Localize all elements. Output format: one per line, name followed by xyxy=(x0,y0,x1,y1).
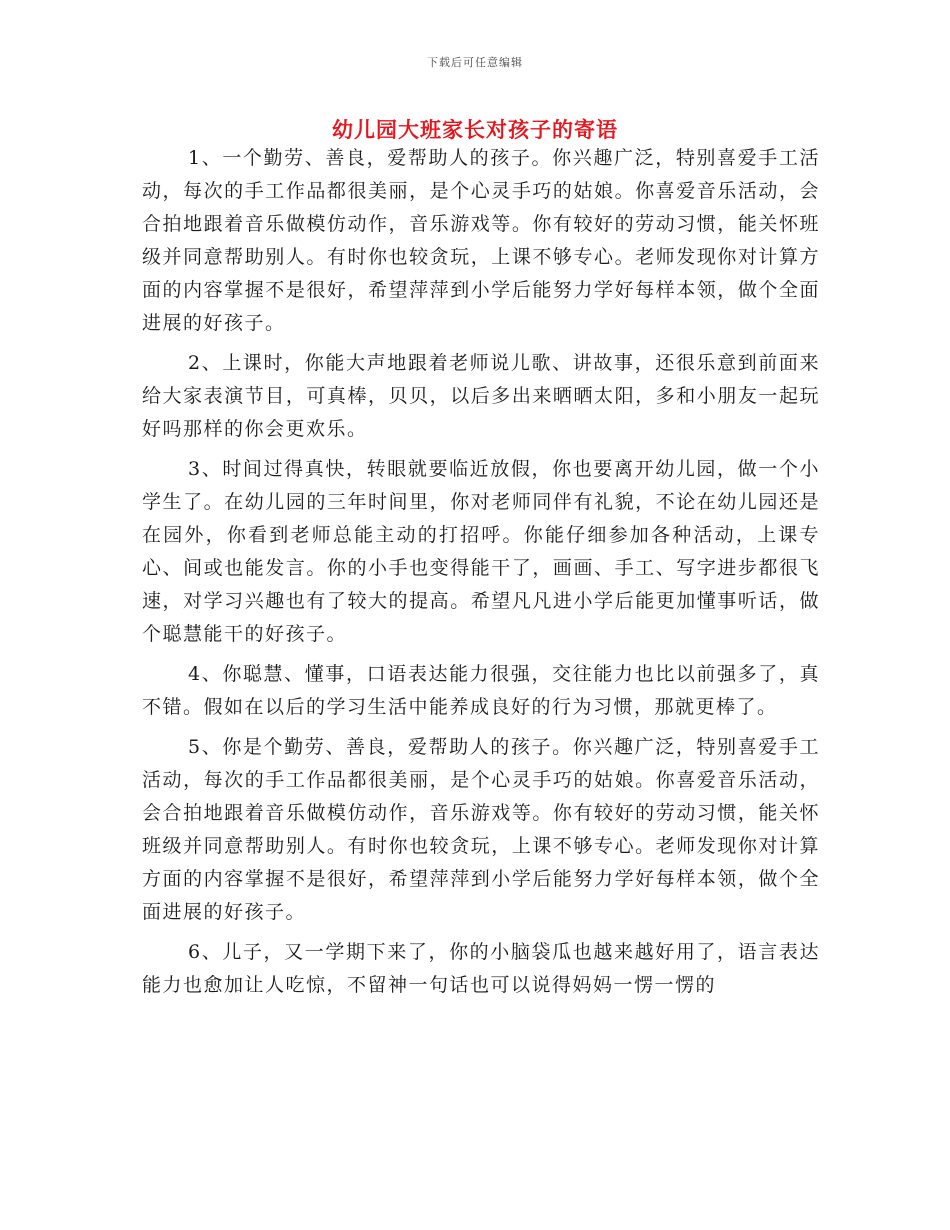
paragraph-2: 2、上课时，你能大声地跟着老师说儿歌、讲故事，还很乐意到前面来给大家表演节目，可真棒，贝贝，以后多出来晒晒太阳，多和小朋友一起玩好吗那样的你会更欢乐。 xyxy=(142,352,820,440)
paragraph-1: 1、一个勤劳、善良，爱帮助人的孩子。你兴趣广泛，特别喜爱手工活动，每次的手工作品都很美丽，是个心灵手巧的姑娘。你喜爱音乐活动，会合拍地跟着音乐做模仿动作，音乐游戏等。你有较好的劳动习惯，能关怀班级并同意帮助别人。有时你也较贪玩，上课不够专心。老师发现你对计算方面的内容掌握不是很好，希望萍萍到小学后能努力学好每样本领，做个全面进展的好孩子。 xyxy=(142,147,820,334)
document-body xyxy=(142,142,820,1002)
document-title: 幼儿园大班家长对孩子的寄语 xyxy=(332,117,618,142)
paragraph-6: 6、儿子，又一学期下来了，你的小脑袋瓜也越来越好用了，语言表达能力也愈加让人吃惊，不留神一句话也可以说得妈妈一愣一愣的 xyxy=(142,941,820,996)
paragraph-5: 5、你是个勤劳、善良，爱帮助人的孩子。你兴趣广泛，特别喜爱手工活动，每次的手工作品都很美丽，是个心灵手巧的姑娘。你喜爱音乐活动，会合拍地跟着音乐做模仿动作，音乐游戏等。你有较好的劳动习惯，能关怀班级并同意帮助别人。有时你也较贪玩，上课不够专心。老师发现你对计算方面的内容掌握不是很好，希望萍萍到小学后能努力学好每样本领，做个全面进展的好孩子。 xyxy=(142,736,820,923)
header-note: 下载后可任意编辑 xyxy=(427,56,523,69)
paragraph-4: 4、你聪慧、懂事，口语表达能力很强，交往能力也比以前强多了，真不错。假如在以后的学习生活中能养成良好的行为习惯，那就更棒了。 xyxy=(142,663,820,718)
paragraph-3: 3、时间过得真快，转眼就要临近放假，你也要离开幼儿园，做一个小学生了。在幼儿园的三年时间里，你对老师同伴有礼貌，不论在幼儿园还是在园外，你看到老师总能主动的打招呼。你能仔细参加各种活动，上课专心、间或也能发言。你的小手也变得能干了，画画、手工、写字进步都很飞速，对学习兴趣也有了较大的提高。希望凡凡进小学后能更加懂事听话，做个聪慧能干的好孩子。 xyxy=(142,458,820,645)
